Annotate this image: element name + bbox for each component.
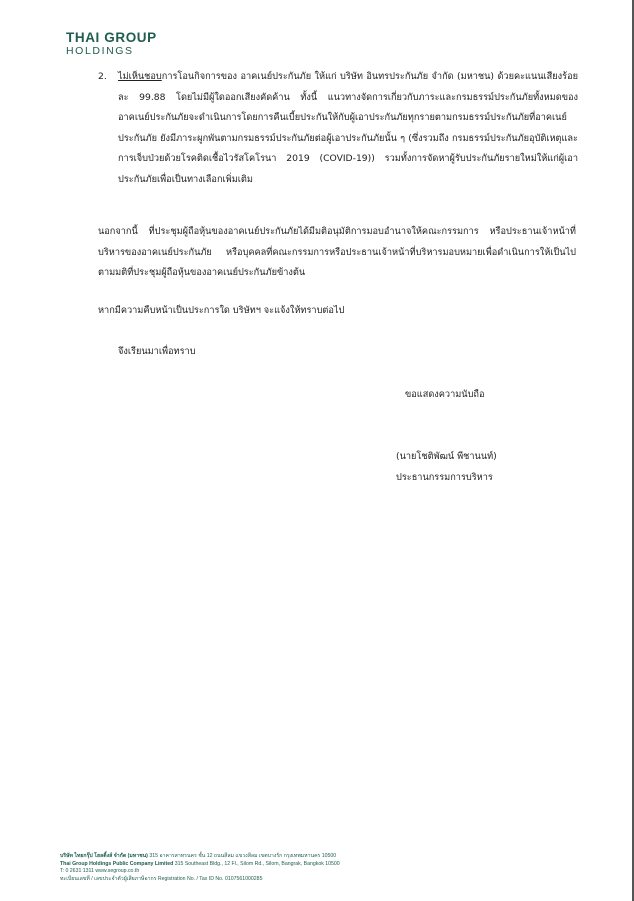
footer <box>60 853 580 883</box>
progress-paragraph: หากมีความคืบหน้าเป็นประการใด บริษัทฯ จะแจ้งให้ทราบต่อไป <box>98 305 345 316</box>
footer-company-th: บริษัท ไทยกรุ๊ป โฮลดิ้งส์ จำกัด (มหาชน) <box>60 853 148 859</box>
logo-line-2: HOLDINGS <box>66 45 134 57</box>
company-logo <box>66 30 157 58</box>
signer-title: ประธานกรรมการบริหาร <box>396 472 493 483</box>
closing-line: จึงเรียนมาเพื่อทราบ <box>118 346 196 357</box>
footer-company-en: Thai Group Holdings Public Company Limited <box>60 860 174 867</box>
item-text <box>118 67 578 190</box>
logo-line-1: THAI GROUP <box>66 30 157 45</box>
item-underlined-term: ไม่เห็นชอบ <box>118 71 162 82</box>
footer-line-en <box>60 861 580 869</box>
signer-name: (นายโชติพัฒน์ พีชานนท์) <box>396 451 497 462</box>
authorization-paragraph: นอกจากนี้ ที่ประชุมผู้ถือหุ้นของอาคเนย์ประกันภัยได้มีมติอนุมัติการมอบอำนาจให้คณะกรรมการ หรือประธานเจ้าหน้าที่บริหารของอาคเนย์ประกันภัย หรือบุคคลที่คณะกรรมการหรือประธานเจ้าหน้าที่บริหารมอบหมายเพื่อดำเนินการให้เป็นไปตามมติที่ประชุมผู้ถือหุ้นของอาคเนย์ประกันภัยข้างต้น <box>98 226 576 278</box>
item-body: การโอนกิจการของ อาคเนย์ประกันภัย ให้แก่ บริษัท อินทรประกันภัย จำกัด (มหาชน) ด้วยคะแนนเสียงร้อยละ 99.88 โดยไม่มีผู้ใดออกเสียงคัดค้าน ทั้งนี้ แนวทางจัดการเกี่ยวกับภาระและกรมธรรม์ประกันภัยทั้งหมดของอาคเนย์ประกันภัยจะดำเนินการโดยการคืนเบี้ยประกันให้กับผู้เอาประกันภัยทุกรายตามกรมธรรม์ประกันภัยที่อาคเนย์ประกันภัย ยังมีภาระผูกพันตามกรมธรรม์ประกันภัยต่อผู้เอาประกันภัยนั้น ๆ (ซึ่งรวมถึง กรมธรรม์ประกันภัยอุบัติเหตุและการเจ็บป่วยด้วยโรคติดเชื้อไวรัสโคโรนา 2019 (COVID-19)) รวมทั้งการจัดหาผู้รับประกันภัยรายใหม่ให้แก่ผู้เอาประกันภัยเพื่อเป็นทางเลือกเพิ่มเติม <box>118 71 578 185</box>
footer-line-th <box>60 853 580 861</box>
item-number: 2. <box>98 71 107 82</box>
footer-address-th: 315 อาคารสาทรนคร ชั้น 12 ถนนสีลม แขวงสีลม เขตบางรัก กรุงเทพมหานคร 10500 <box>149 853 337 859</box>
footer-address-en: 315 Southeast Bldg., 12 Fl., Silom Rd., Silom, Bangrak, Bangkok 10500 <box>174 860 340 867</box>
footer-contact: T: 0 2631 1311 www.segroup.co.th <box>60 868 140 875</box>
regards: ขอแสดงความนับถือ <box>405 389 485 400</box>
footer-registration: ทะเบียนเลขที่ / เลขประจำตัวผู้เสียภาษีอากร Registration No. / Tax ID No. 0107561000285 <box>60 875 263 882</box>
